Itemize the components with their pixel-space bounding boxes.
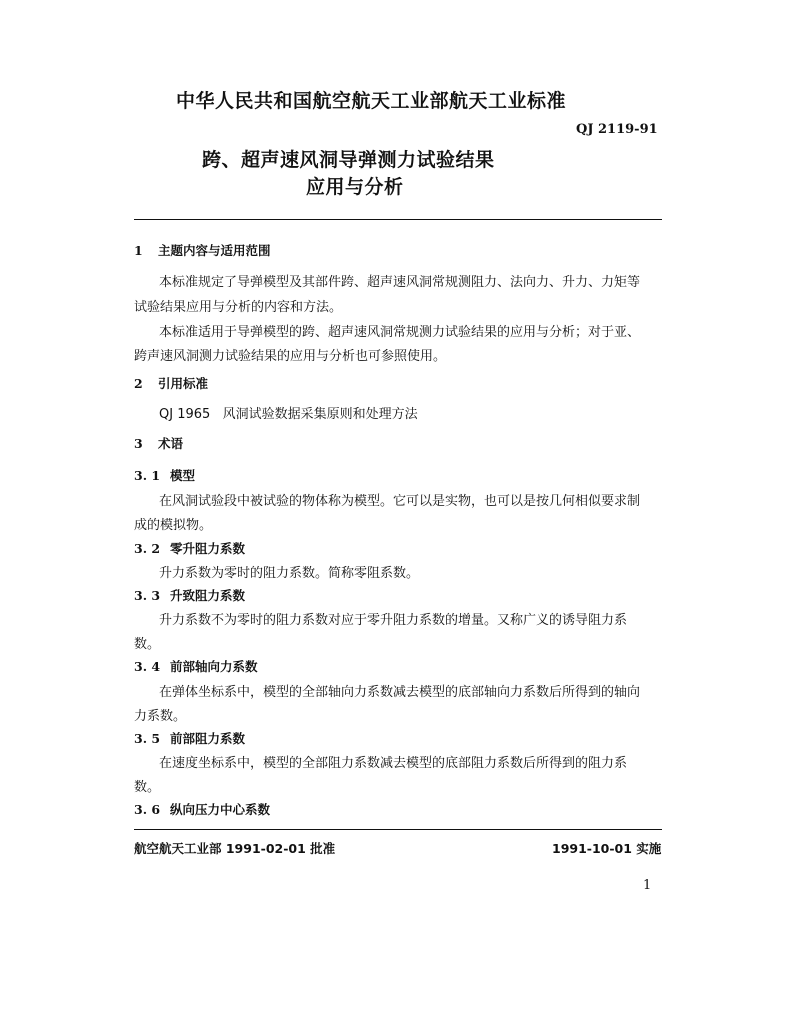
section-1-para2-line2: 跨声速风洞测力试验结果的应用与分析也可参照使用。 (134, 349, 447, 364)
header-divider (134, 219, 662, 220)
term-3-2-heading (134, 539, 245, 557)
term-3-5-line1: 在速度坐标系中，模型的全部阻力系数减去模型的底部阻力系数后所得到的阻力系 (159, 756, 628, 771)
term-title: 零升阻力系数 (170, 541, 246, 556)
standard-code: QJ 2119-91 (576, 122, 658, 137)
term-title: 纵向压力中心系数 (170, 802, 271, 817)
term-3-3-line2: 数。 (134, 637, 161, 652)
term-number: 3. 3 (134, 588, 161, 603)
term-3-1-line2: 成的模拟物。 (134, 518, 213, 533)
term-3-3-line1: 升力系数不为零时的阻力系数对应于零升阻力系数的增量。又称广义的诱导阻力系 (159, 613, 628, 628)
section-number: 1 (134, 243, 143, 258)
section-1-para1-line1: 本标准规定了导弹模型及其部件跨、超声速风洞常规测阻力、法向力、升力、力矩等 (159, 275, 641, 290)
term-3-3-heading (134, 586, 245, 604)
term-number: 3. 6 (134, 802, 161, 817)
section-1-heading (134, 241, 271, 259)
term-number: 3. 5 (134, 731, 161, 746)
section-number: 2 (134, 376, 143, 391)
term-3-6-heading (134, 800, 270, 818)
term-title: 前部阻力系数 (170, 731, 246, 746)
term-3-5-heading (134, 729, 245, 747)
section-1-para1-line2: 试验结果应用与分析的内容和方法。 (134, 300, 343, 315)
term-3-4-line2: 力系数。 (134, 709, 187, 724)
term-3-1-heading (134, 466, 195, 484)
term-3-2-line1: 升力系数为零时的阻力系数。简称零阻系数。 (159, 566, 420, 581)
term-number: 3. 4 (134, 659, 161, 674)
implementation-date: 1991-10-01 实施 (552, 841, 662, 856)
section-title: 引用标准 (158, 376, 209, 391)
section-2-heading (134, 374, 208, 392)
term-title: 前部轴向力系数 (170, 659, 258, 674)
section-3-heading (134, 434, 183, 452)
issuing-organization: 中华人民共和国航空航天工业部航天工业标准 (176, 90, 567, 112)
section-title: 术语 (158, 436, 184, 451)
section-number: 3 (134, 436, 143, 451)
term-3-5-line2: 数。 (134, 780, 161, 795)
page-number: 1 (643, 878, 652, 893)
term-title: 模型 (170, 468, 196, 483)
document-title-line1: 跨、超声速风洞导弹测力试验结果 (202, 149, 495, 171)
section-1-para2-line1: 本标准适用于导弹模型的跨、超声速风洞常规测力试验结果的应用与分析；对于亚、 (159, 325, 641, 340)
section-title: 主题内容与适用范围 (158, 243, 271, 258)
reference-standard: QJ 1965 风洞试验数据采集原则和处理方法 (159, 407, 418, 422)
term-number: 3. 1 (134, 468, 161, 483)
term-3-4-line1: 在弹体坐标系中，模型的全部轴向力系数减去模型的底部轴向力系数后所得到的轴向 (159, 685, 641, 700)
approval-info: 航空航天工业部 1991-02-01 批准 (134, 841, 336, 856)
document-title-line2: 应用与分析 (306, 176, 404, 198)
footer-divider (134, 829, 662, 830)
term-title: 升致阻力系数 (170, 588, 246, 603)
term-number: 3. 2 (134, 541, 161, 556)
term-3-4-heading (134, 657, 258, 675)
term-3-1-line1: 在风洞试验段中被试验的物体称为模型。它可以是实物，也可以是按几何相似要求制 (159, 494, 641, 509)
